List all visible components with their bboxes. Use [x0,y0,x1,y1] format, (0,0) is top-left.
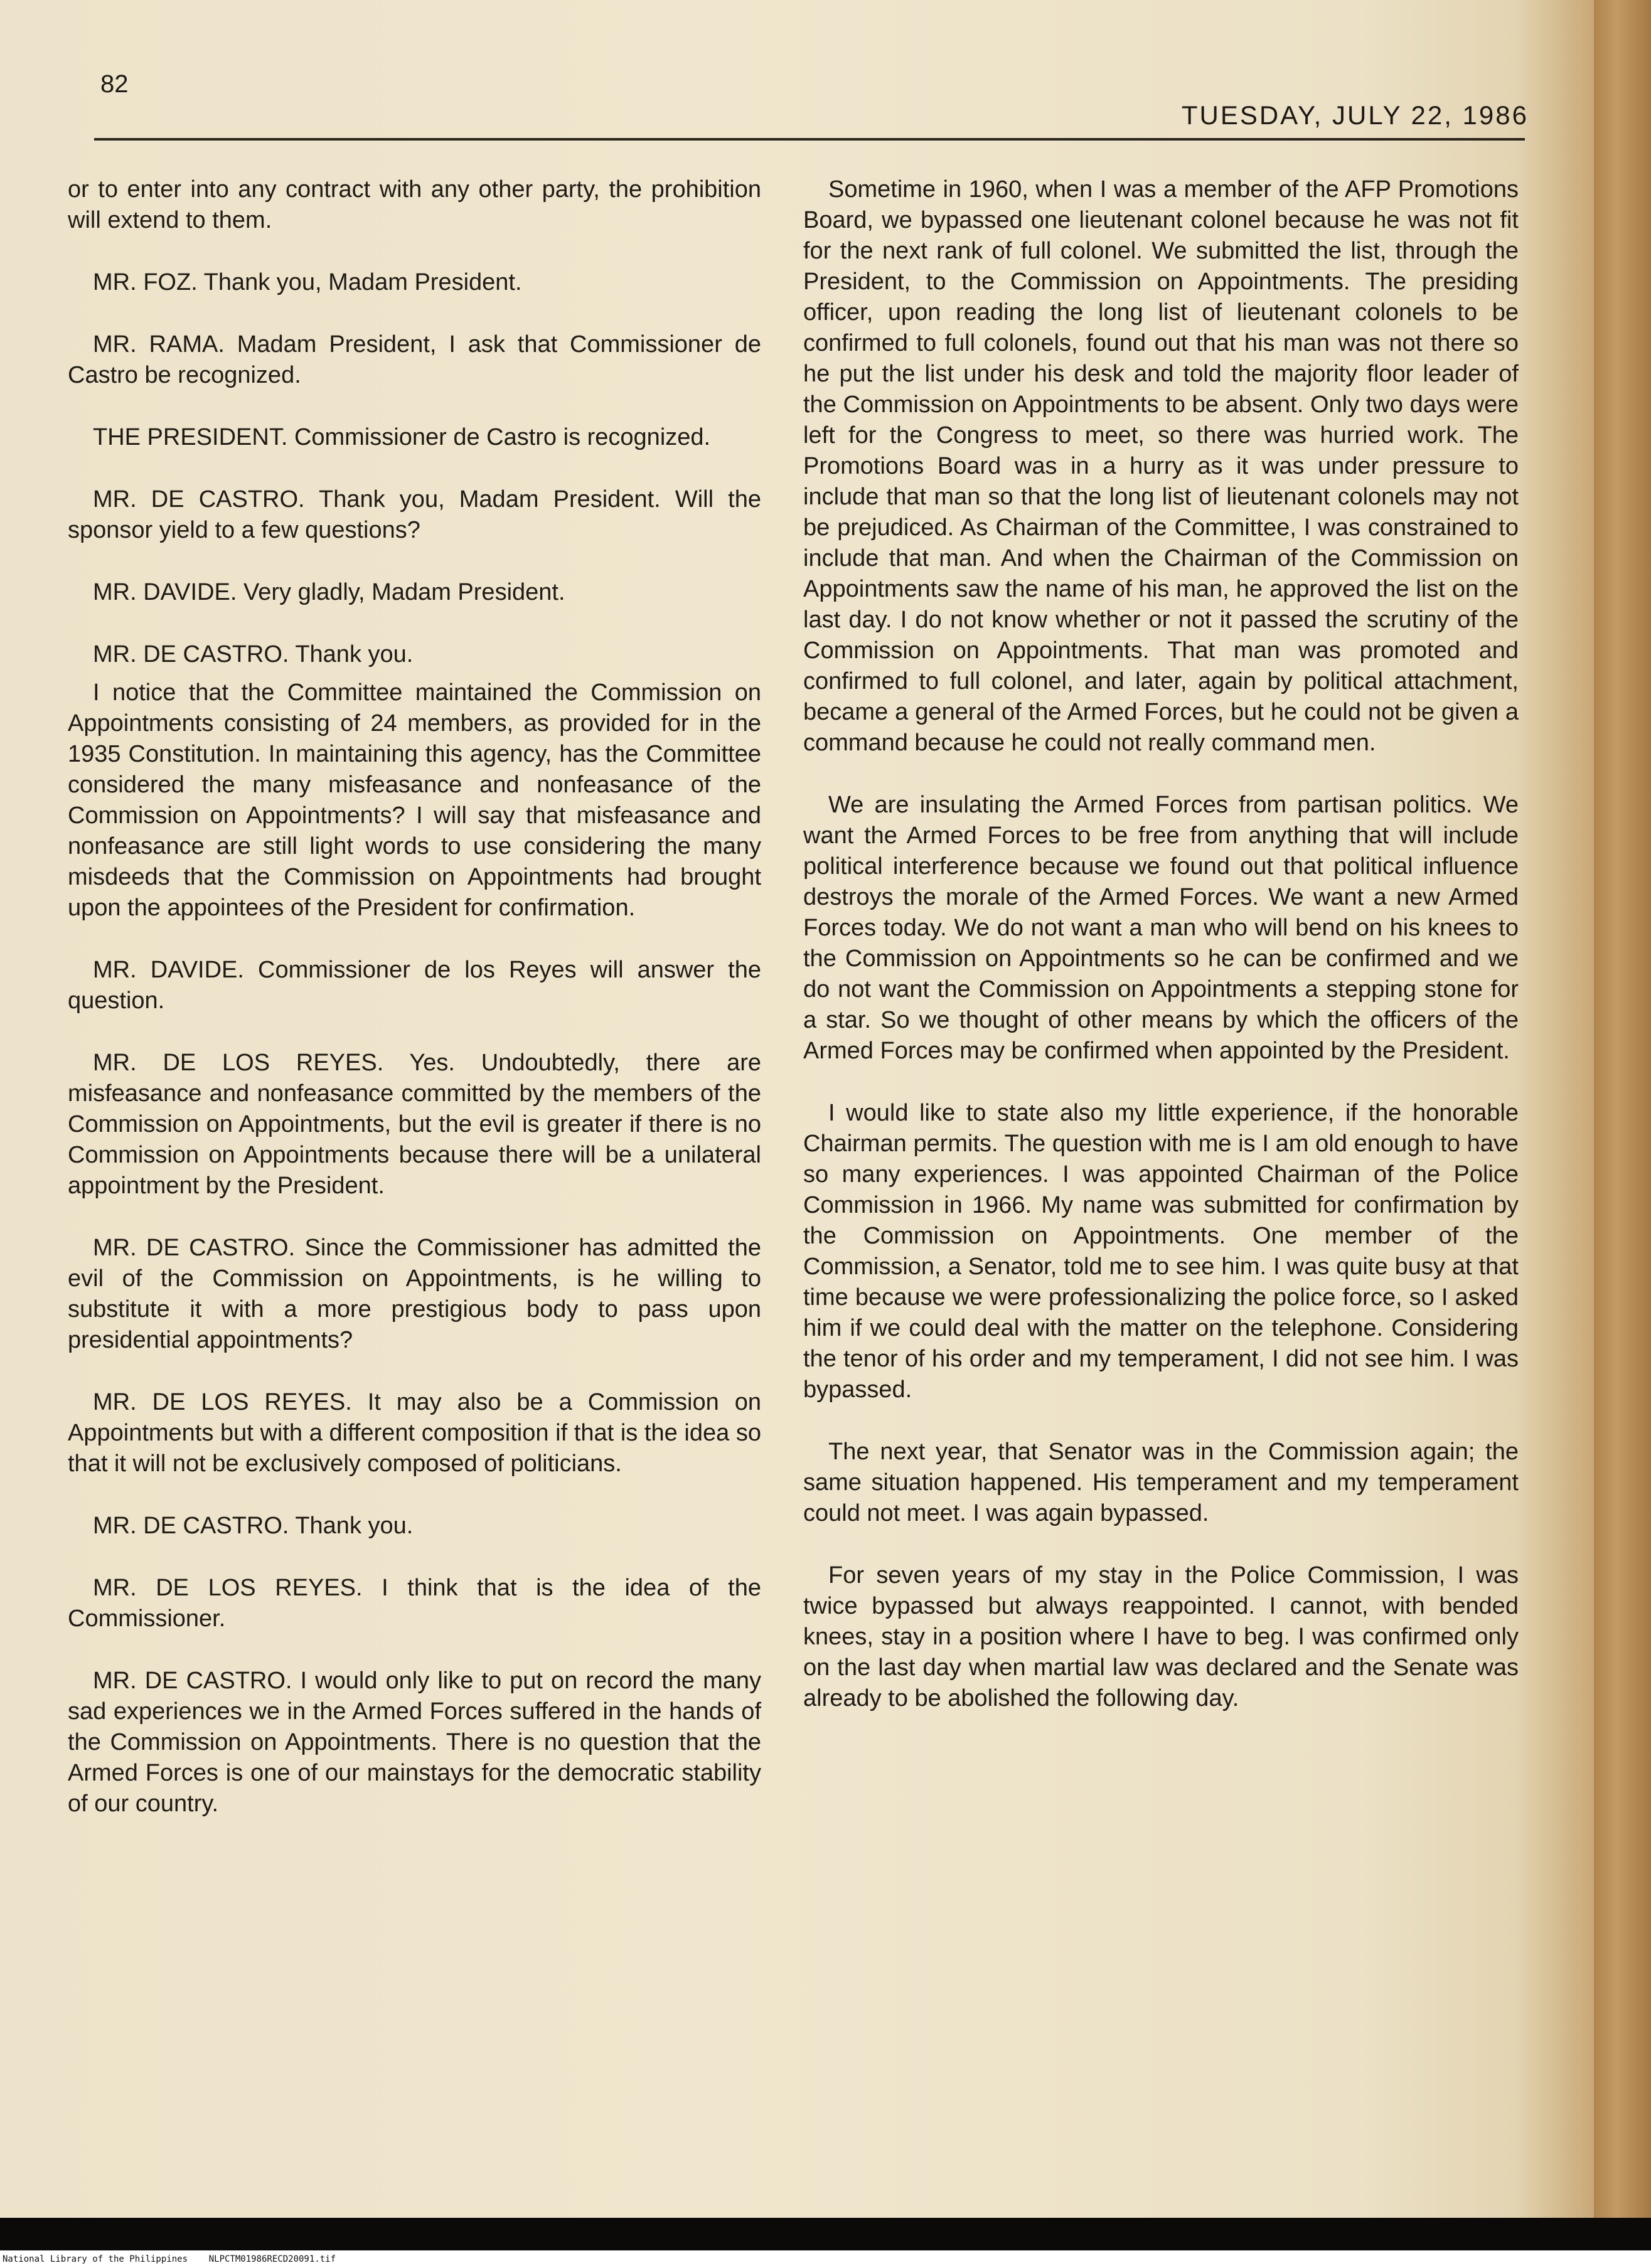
paragraph: I would like to state also my little experience, if the honorable Chairman permits. The question with me is I am old enough to have so many experiences. I was appointed Chairman of the Police Commission in 1966. My name was submitted for confirmation by the Commission on Appointments. One member of the Commission, a Senator, told me to see him. I was quite busy at that time because we were professionalizing the police force, so I asked him if we could deal with the matter on the telephone. Considering the tenor of his order and my temperament, I did not see him. I was bypassed. [803,1100,1519,1403]
paragraph: MR. DE LOS REYES. Yes. Undoubtedly, there are misfeasance and nonfeasance committed by the members of the Commission on Appointments, but the evil is greater if there is no Commission on Appointments because there will be a unilateral appointment by the President. [68,1050,761,1199]
scan-border [0,2218,1651,2250]
header-rule [94,138,1525,141]
paragraph: MR. FOZ. Thank you, Madam President. [93,269,522,295]
paragraph: MR. DE CASTRO. Thank you. [93,1513,414,1539]
right-column [803,174,1519,1745]
paragraph: MR. DE LOS REYES. I think that is the idea of the Commissioner. [68,1575,761,1632]
paragraph: We are insulating the Armed Forces from partisan politics. We want the Armed Forces to be free from anything that will include political interference because we found out that political influence destroys the morale of the Armed Forces. We want a new Armed Forces today. We do not want a man who will bend on his knees to the Commission on Appointments so he can be confirmed and we do not want the Commission on Appointments a stepping stone for a star. So we thought of other means by which the officers of the Armed Forces may be confirmed when appointed by the President. [803,792,1519,1064]
paragraph: MR. DE CASTRO. I would only like to put on record the many sad experiences we in the Armed Forces suffered in the hands of the Commission on Appointments. There is no question that the Armed Forces is one of our mainstays for the democratic stability of our country. [68,1668,761,1817]
paragraph: MR. DE LOS REYES. It may also be a Commission on Appointments but with a different composition if that is the idea so that it will not be exclusively composed of politicians. [68,1389,761,1477]
paragraph: Sometime in 1960, when I was a member of the AFP Promotions Board, we bypassed one lieutenant colonel because he was not fit for the next rank of full colonel. We submitted the list, through the President, to the Commission on Appointments. The presiding officer, upon reading the long list of lieutenant colonels to be confirmed to full colonels, found out that his man was not there so he put the list under his desk and told the majority floor leader of the Commission on Appointments to be absent. Only two days were left for the Congress to meet, so there was hurried work. The Promotions Board was in a hurry as it was under pressure to include that man so that the long list of lieutenant colonels may not be prejudiced. As Chairman of the Committee, I was constrained to include that man. And when the Chairman of the Commission on Appointments saw the name of his man, he approved the list on the last day. I do not know whether or not it passed the scrutiny of the Commission on Appointments. That man was promoted and confirmed to full colonel, and later, again by political attachment, became a general of the Armed Forces, but he could not be given a command because he could not really command men. [803,176,1519,756]
paragraph: I notice that the Committee maintained the Commission on Appointments consisting of 24 members, as provided for in the 1935 Constitution. In maintaining this agency, has the Committee considered the many misfeasance and nonfeasance of the Commission on Appointments? I will say that misfeasance and nonfeasance are still light words to use considering the many misdeeds that the Commission on Appointments had brought upon the appointees of the President for confirmation. [68,679,761,921]
paragraph: MR. DE CASTRO. Thank you. [93,641,414,668]
paragraph: THE PRESIDENT. Commissioner de Castro is recognized. [93,424,711,450]
page-number: 82 [100,70,129,98]
paragraph: or to enter into any contract with any other party, the prohibition will extend to them. [68,176,761,233]
scan-source-label: National Library of the Philippines NLPCTM01986RECD20091.tif [0,2250,1651,2268]
left-column [68,174,761,1851]
paragraph: MR. DE CASTRO. Since the Commissioner has admitted the evil of the Commission on Appointments, is he willing to substitute it with a more prestigious body to pass upon presidential appointments? [68,1235,761,1353]
paragraph: MR. RAMA. Madam President, I ask that Commissioner de Castro be recognized. [68,331,761,388]
running-head-date: TUESDAY, JULY 22, 1986 [1181,100,1529,130]
paragraph: The next year, that Senator was in the Commission again; the same situation happened. His temperament and my temperament could not meet. I was again bypassed. [803,1439,1519,1526]
paragraph: MR. DAVIDE. Very gladly, Madam President. [93,579,565,605]
paragraph: MR. DAVIDE. Commissioner de los Reyes will answer the question. [68,957,761,1014]
paragraph: MR. DE CASTRO. Thank you, Madam President. Will the sponsor yield to a few questions? [68,486,761,543]
paragraph: For seven years of my stay in the Police Commission, I was twice bypassed but always reappointed. I cannot, with bended knees, stay in a position where I have to beg. I was confirmed only on the last day when martial law was declared and the Senate was already to be abolished the following day. [803,1562,1519,1712]
book-page-edge [1594,0,1651,2218]
